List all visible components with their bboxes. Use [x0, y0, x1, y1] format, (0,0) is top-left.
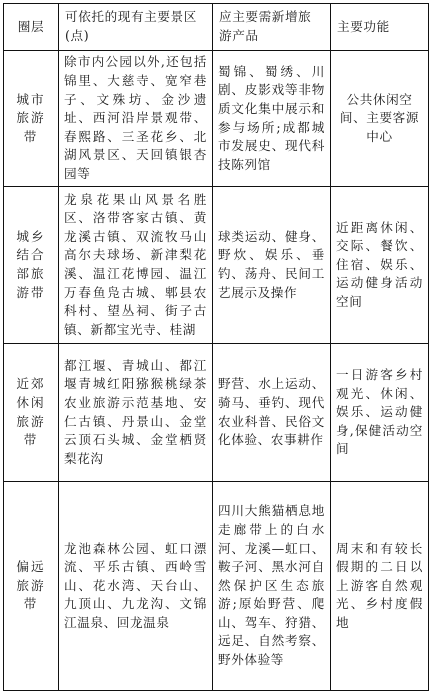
attractions-cell: 龙池森林公园、虹口漂流、平乐古镇、西岭雪山、花水湾、天台山、九顶山、九龙沟、文锦江温泉、回龙温泉	[59, 482, 213, 691]
table-row	[4, 344, 429, 482]
header-function: 主要功能	[331, 4, 429, 51]
products-cell: 四川大熊猫栖息地走廊带上的白水河、龙溪—虹口、鞍子河、黑水河自然保护区生态旅游;原始野营、爬山、驾车、狩猎、远足、自然考察、野外体验等	[213, 482, 331, 691]
products-cell: 野营、水上运动、骑马、垂钓、现代农业科普、民俗文化体验、农事耕作	[213, 344, 331, 482]
header-products: 应主要需新增旅游产品	[213, 4, 331, 51]
table-header-row	[4, 4, 429, 51]
table-row	[4, 187, 429, 344]
header-zone: 圈层	[4, 4, 59, 51]
function-cell: 公共休闲空间、主要客源中心	[331, 51, 429, 187]
header-attractions: 可依托的现有主要景区(点)	[59, 4, 213, 51]
attractions-cell: 龙泉花果山风景名胜区、洛带客家古镇、黄龙溪古镇、双流牧马山高尔夫球场、新津梨花溪、温江花博园、温江万春鱼凫古城、郫县农科村、望丛祠、街子古镇、新都宝光寺、桂湖	[59, 187, 213, 344]
attractions-cell: 都江堰、青城山、都江堰青城红阳猕猴桃绿茶农业旅游示范基地、安仁古镇、丹景山、金堂云顶石头城、金堂栖贤梨花沟	[59, 344, 213, 482]
function-cell: 一日游客乡村观光、休闲、娱乐、运动健身,保健活动空间	[331, 344, 429, 482]
table-row	[4, 482, 429, 691]
zone-cell: 近郊休闲旅游带	[4, 344, 59, 482]
products-cell: 蜀锦、蜀绣、川剧、皮影戏等非物质文化集中展示和参与场所;成都城市发展史、现代科技陈列馆	[213, 51, 331, 187]
zone-cell: 偏远旅游带	[4, 482, 59, 691]
products-cell: 球类运动、健身、野炊、娱乐、垂钓、荡舟、民间工艺展示及操作	[213, 187, 331, 344]
zone-cell: 城市旅游带	[4, 51, 59, 187]
zone-cell: 城乡结合部旅游带	[4, 187, 59, 344]
tourism-zones-table	[3, 3, 429, 691]
attractions-cell: 除市内公园以外,还包括锦里、大慈寺、宽窄巷子、文殊坊、金沙遗址、西河沿岸景观带、春熙路、三圣花乡、北湖风景区、天回镇银杏园等	[59, 51, 213, 187]
function-cell: 近距离休闲、交际、餐饮、住宿、娱乐、运动健身活动空间	[331, 187, 429, 344]
table-row	[4, 51, 429, 187]
function-cell: 周末和有较长假期的二日以上游客自然观光、乡村度假地	[331, 482, 429, 691]
